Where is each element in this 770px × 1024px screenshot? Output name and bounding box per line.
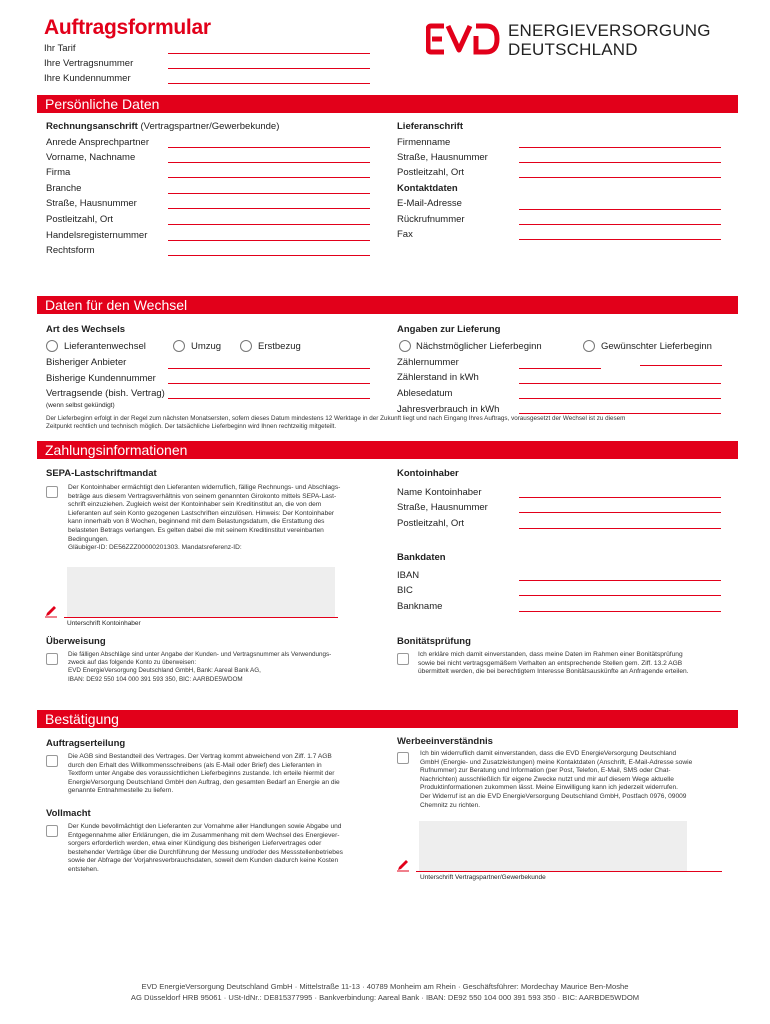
previous-supplier-label: Bisheriger Anbieter	[46, 357, 127, 368]
reading-date-label: Ablesedatum	[397, 388, 453, 399]
pen-icon	[396, 858, 410, 872]
legal-form-label: Rechtsform	[46, 245, 95, 256]
sepa-line: beträge aus diesem Vertragsverhältnis von seinem genannten Girokonto mittels SEPA-Last-	[68, 492, 337, 500]
order-line: durch den Erhalt des Willkommensschreibens (als E-Mail oder Brief) des Lieferanten in	[68, 761, 322, 769]
sepa-signature-box[interactable]	[67, 567, 335, 617]
company-field[interactable]	[168, 177, 370, 178]
radio-supplier-change[interactable]	[46, 340, 58, 352]
marketing-consent-text	[420, 750, 722, 810]
email-label: E-Mail-Adresse	[397, 198, 462, 209]
annual-consumption-label: Jahresverbrauch in kWh	[397, 404, 500, 415]
transfer-line: EVD EnergieVersorgung Deutschland GmbH, Bank: Aareal Bank AG,	[68, 667, 261, 675]
industry-label: Branche	[46, 183, 82, 194]
ads-line: Nachrichten) ausschließlich für eigene Zwecke nutzt und mir auf diesem Wege aktuelle	[420, 775, 674, 783]
previous-customer-number-field[interactable]	[168, 383, 370, 384]
delivery-zip-field[interactable]	[519, 177, 721, 178]
fax-field[interactable]	[519, 239, 721, 240]
radio-move-label: Umzug	[191, 341, 222, 352]
credit-check-title: Bonitätsprüfung	[397, 636, 471, 647]
contract-end-field[interactable]	[168, 398, 370, 399]
delivery-details-title: Angaben zur Lieferung	[397, 324, 501, 335]
account-holder-title: Kontoinhaber	[397, 468, 459, 479]
meter-reading-field[interactable]	[519, 383, 721, 384]
billing-heading	[46, 121, 279, 132]
delivery-start-note	[46, 415, 736, 431]
previous-customer-number-label: Bisherige Kundennummer	[46, 373, 156, 384]
company-name-label: Firmenname	[397, 137, 451, 148]
company-name-field[interactable]	[519, 147, 721, 148]
contact-title: Kontaktdaten	[397, 183, 458, 194]
bic-field[interactable]	[519, 595, 721, 596]
transfer-text	[68, 651, 374, 684]
order-line: EnergieVersorgung Deutschland GmbH den Auftrag, den gesamten Bedarf an Energie an die	[68, 778, 340, 786]
name-field[interactable]	[168, 162, 370, 163]
section-confirmation: Bestätigung	[37, 710, 738, 728]
callback-field[interactable]	[519, 224, 721, 225]
radio-first-occupancy-label: Erstbezug	[258, 341, 301, 352]
order-text	[68, 753, 374, 796]
reading-date-field[interactable]	[519, 398, 721, 399]
meter-number-field[interactable]	[519, 368, 601, 369]
footer-line-2: AG Düsseldorf HRB 95061 · USt-IdNr.: DE815377995 · Bankverbindung: Aareal Bank · IBAN: DE92 550 104 000 391 593 350 · BIC: AARBDE5WDOM	[130, 993, 640, 1002]
contract-number-label: Ihre Vertragsnummer	[44, 58, 134, 69]
sepa-signature-label: Unterschrift Kontoinhaber	[67, 620, 141, 627]
fax-label: Fax	[397, 229, 413, 240]
power-line: bestehender Verträge über die Durchführung der Messung und/oder des Messstellenbetriebes	[68, 848, 343, 856]
tariff-label: Ihr Tarif	[44, 43, 76, 54]
sepa-checkbox[interactable]	[46, 486, 58, 498]
sepa-line: Gläubiger-ID: DE56ZZZ00000201303. Mandatsreferenz-ID:	[68, 544, 242, 552]
contract-signature-label: Unterschrift Vertragspartner/Gewerbekunde	[420, 874, 546, 881]
power-line: Der Kunde bevollmächtigt den Lieferanten zur Vornahme aller Handlungen sowie Abgabe und	[68, 823, 342, 830]
marketing-consent-title: Werbeeinverständnis	[397, 736, 493, 747]
delivery-start-note-line-1: Der Lieferbeginn erfolgt in der Regel zum nächsten Monatsersten, sofern dieses Datum mindestens 12 Werktage in der Zukunft liegt und nach Eingang Ihres Auftrags, vorausgesetzt der Wechsel ist zu diesem	[46, 415, 626, 422]
zip-city-label: Postleitzahl, Ort	[46, 214, 114, 225]
radio-move[interactable]	[173, 340, 185, 352]
delivery-zip-label: Postleitzahl, Ort	[397, 167, 465, 178]
contract-signature-line	[416, 871, 722, 872]
holder-name-label: Name Kontoinhaber	[397, 487, 482, 498]
pen-icon	[44, 604, 58, 618]
callback-label: Rückrufnummer	[397, 214, 465, 225]
credit-line: sowie bei nicht vertragsgemäßem Verhalten an entsprechende Stellen gem. Ziff. 13.2 AGB	[418, 659, 683, 667]
power-line: Entgegennahme aller Erklärungen, die im Zusammenhang mit dem Wechsel des Energiever-	[68, 831, 340, 839]
contract-end-note: (wenn selbst gekündigt)	[46, 402, 115, 409]
credit-line: Ich erkläre mich damit einverstanden, dass meine Daten im Rahmen einer Bonitätsprüfung	[418, 651, 683, 658]
credit-line: übermittelt werden, die bei berechtigtem Interesse Bonitätsauskünfte an Anfragende erteilen.	[418, 668, 689, 676]
zip-city-field[interactable]	[168, 224, 370, 225]
delivery-street-field[interactable]	[519, 162, 721, 163]
brand-line-2: DEUTSCHLAND	[508, 40, 638, 59]
power-line: entstehen.	[68, 865, 99, 873]
radio-supplier-change-label: Lieferantenwechsel	[64, 341, 146, 352]
meter-reading-label: Zählerstand in kWh	[397, 372, 479, 383]
register-number-field[interactable]	[168, 240, 370, 241]
holder-name-field[interactable]	[519, 497, 721, 498]
page-title: Auftragsformular	[44, 16, 211, 39]
holder-street-field[interactable]	[519, 512, 721, 513]
order-checkbox[interactable]	[46, 755, 58, 767]
transfer-line: zweck auf das folgende Konto zu überweisen:	[68, 659, 197, 667]
customer-number-field[interactable]	[168, 83, 370, 84]
power-of-attorney-checkbox[interactable]	[46, 825, 58, 837]
power-of-attorney-title: Vollmacht	[46, 808, 91, 819]
marketing-consent-checkbox[interactable]	[397, 752, 409, 764]
transfer-checkbox[interactable]	[46, 653, 58, 665]
brand-name	[508, 21, 711, 59]
bank-data-title: Bankdaten	[397, 552, 446, 563]
meter-number-label: Zählernummer	[397, 357, 459, 368]
transfer-title: Überweisung	[46, 636, 106, 647]
bic-label: BIC	[397, 585, 413, 596]
delivery-address-title: Lieferanschrift	[397, 121, 463, 132]
delivery-street-label: Straße, Hausnummer	[397, 152, 488, 163]
section-switch-data: Daten für den Wechsel	[37, 296, 738, 314]
legal-form-field[interactable]	[168, 255, 370, 256]
tariff-field[interactable]	[168, 53, 370, 54]
radio-desired-start[interactable]	[583, 340, 595, 352]
sepa-line: Der Kontoinhaber ermächtigt den Lieferanten widerruflich, fällige Rechnungs- und Abschlags-	[68, 484, 341, 491]
credit-check-checkbox[interactable]	[397, 653, 409, 665]
billing-title: Rechnungsanschrift	[46, 121, 138, 132]
credit-check-text	[418, 651, 721, 677]
order-line: Textform unter Angabe des voraussichtlichen Lieferbeginns zustande. Ich erteile hiermit der	[68, 770, 335, 778]
power-line: sowie der Abfrage der Vorjahresverbrauchsdaten, soweit dem Kunden dadurch keine Kosten	[68, 857, 339, 865]
order-title: Auftragserteilung	[46, 738, 126, 749]
holder-zip-field[interactable]	[519, 528, 721, 529]
email-field[interactable]	[519, 209, 721, 210]
sepa-line: Bedingungen.	[68, 535, 109, 543]
order-line: genannte Entnahmestelle zu liefern.	[68, 787, 174, 795]
customer-number-label: Ihre Kundennummer	[44, 73, 131, 84]
power-line: sorgers erforderlich werden, etwa einer Kündigung des bisherigen Liefervertrages oder	[68, 840, 322, 848]
ads-line: Produktinformationen zukommen lässt. Meine Einwilligung kann ich jederzeit widerrufen.	[420, 784, 679, 792]
industry-field[interactable]	[168, 193, 370, 194]
iban-field[interactable]	[519, 580, 721, 581]
salutation-label: Anrede Ansprechpartner	[46, 137, 149, 148]
billing-subtitle: (Vertragspartner/Gewerbekunde)	[140, 121, 280, 132]
sepa-line: kann innerhalb von 8 Wochen, beginnend mit dem Belastungsdatum, die Erstattung des	[68, 518, 325, 526]
sepa-signature-line	[64, 617, 338, 618]
radio-next-possible-start-label: Nächstmöglicher Lieferbeginn	[416, 341, 542, 352]
transfer-line: IBAN: DE92 550 104 000 391 593 350, BIC: AARBDE5WDOM	[68, 675, 243, 683]
brand-line-1: ENERGIEVERSORGUNG	[508, 21, 711, 40]
radio-next-possible-start[interactable]	[399, 340, 411, 352]
holder-street-label: Straße, Hausnummer	[397, 502, 488, 513]
bank-name-label: Bankname	[397, 601, 443, 612]
register-number-label: Handelsregisternummer	[46, 230, 148, 241]
sepa-text	[68, 484, 374, 553]
switch-type-title: Art des Wechsels	[46, 324, 126, 335]
order-line: Die AGB sind Bestandteil des Vertrages. Der Vertrag kommt abweichend von Ziff. 1.7 AGB	[68, 753, 332, 760]
contract-signature-box[interactable]	[419, 821, 687, 871]
contract-number-field[interactable]	[168, 68, 370, 69]
contract-end-label: Vertragsende (bish. Vertrag)	[46, 388, 165, 399]
sepa-line: Lieferanten auf sein Konto gezogenen Lastschriften einzulösen. Hinweis: Der Kontoinhaber	[68, 509, 335, 517]
ads-line: Rufnummer) zur Beratung und Information (per Post, Telefon, E-Mail, SMS oder Chat-	[420, 767, 671, 775]
bank-name-field[interactable]	[519, 611, 721, 612]
evd-logo	[426, 22, 500, 56]
ads-line: Chemnitz zu richten.	[420, 801, 481, 809]
ads-line: Der Widerruf ist an die EVD EnergieVersorgung Deutschland GmbH, Postfach 0976, 09009	[420, 792, 687, 800]
ads-line: Ich bin widerruflich damit einverstanden, dass die EVD EnergieVersorgung Deutschland	[420, 750, 677, 757]
delivery-start-note-line-2: Zeitpunkt rechtlich und technisch möglich. Der tatsächliche Lieferbeginn wird Ihnen rechtzeitig mitgeteilt.	[46, 423, 337, 431]
section-personal-data: Persönliche Daten	[37, 95, 738, 113]
previous-supplier-field[interactable]	[168, 368, 370, 369]
transfer-line: Die fälligen Abschläge sind unter Angabe der Kunden- und Vertragsnummer als Verwendungs-	[68, 651, 332, 658]
name-label: Vorname, Nachname	[46, 152, 136, 163]
radio-first-occupancy[interactable]	[240, 340, 252, 352]
street-field[interactable]	[168, 208, 370, 209]
holder-zip-label: Postleitzahl, Ort	[397, 518, 465, 529]
footer-line-1: EVD EnergieVersorgung Deutschland GmbH · Mittelstraße 11-13 · 40789 Monheim am Rhein · Geschäftsführer: Mordechay Maurice Ben-Moshe	[141, 982, 629, 991]
salutation-field[interactable]	[168, 147, 370, 148]
ads-line: GmbH (Energie- und Zusatzleistungen) meine Kontaktdaten (Anschrift, E-Mail-Adresse sowie	[420, 758, 693, 766]
street-label: Straße, Hausnummer	[46, 198, 137, 209]
radio-desired-start-label: Gewünschter Lieferbeginn	[601, 341, 712, 352]
desired-start-field[interactable]	[640, 365, 722, 366]
company-label: Firma	[46, 167, 71, 178]
section-payment: Zahlungsinformationen	[37, 441, 738, 459]
iban-label: IBAN	[397, 570, 420, 581]
sepa-line: belasteten Betrags verlangen. Es gelten dabei die mit seinem Kreditinstitut vereinbarten	[68, 526, 324, 534]
sepa-line: schrift einzuziehen. Zugleich weist der Kontoinhaber sein Kreditinstitut an, die von dem	[68, 501, 322, 509]
sepa-title: SEPA-Lastschriftmandat	[46, 468, 157, 479]
power-of-attorney-text	[68, 823, 374, 875]
annual-consumption-field[interactable]	[519, 413, 721, 414]
